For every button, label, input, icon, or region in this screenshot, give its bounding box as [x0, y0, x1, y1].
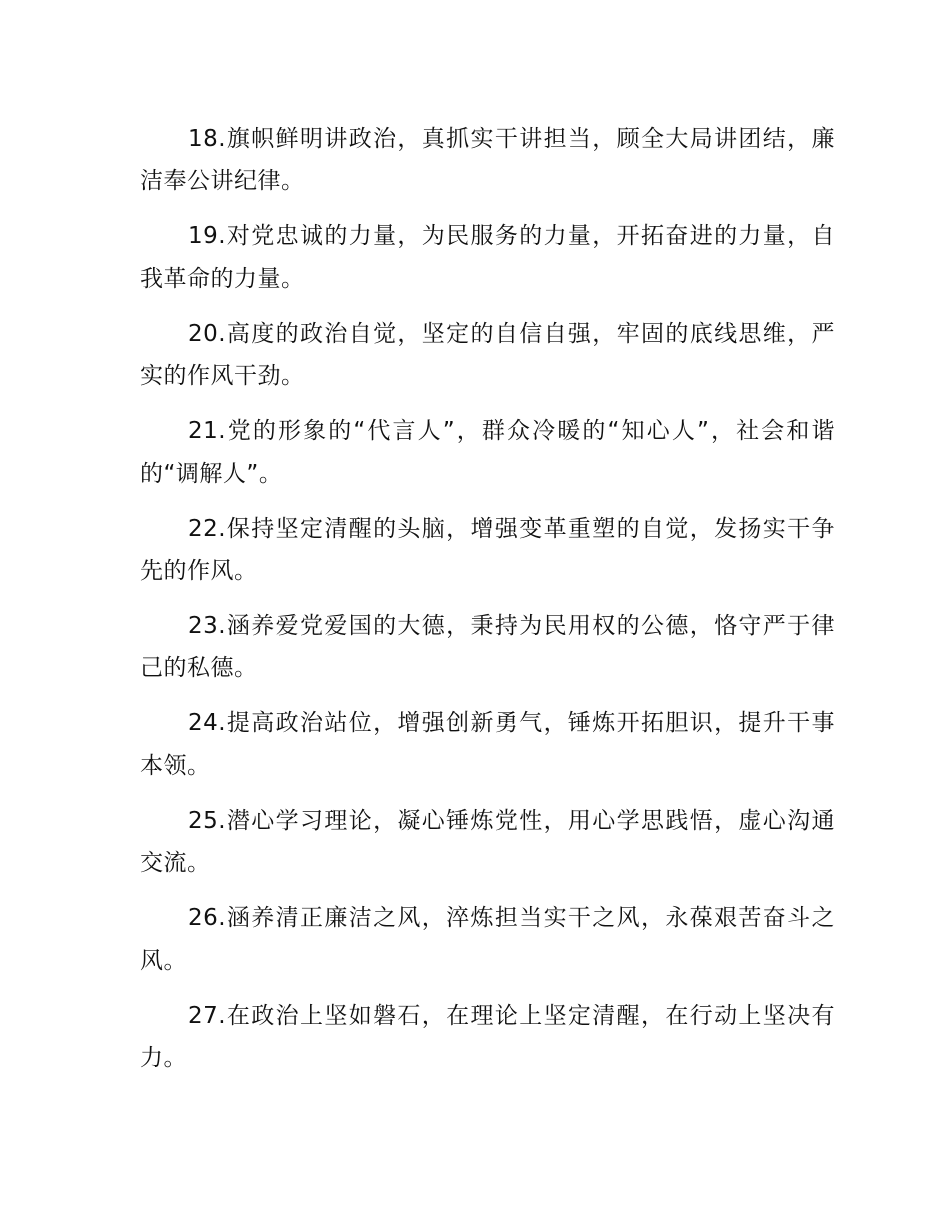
list-item: 26.涵养清正廉洁之风，淬炼担当实干之风，永葆艰苦奋斗之风。 [140, 905, 835, 974]
list-item: 24.提高政治站位，增强创新勇气，锤炼开拓胆识，提升干事本领。 [140, 710, 835, 779]
list-item: 19.对党忠诚的力量，为民服务的力量，开拓奋进的力量，自我革命的力量。 [140, 223, 835, 292]
list-item: 18.旗帜鲜明讲政治，真抓实干讲担当，顾全大局讲团结，廉洁奉公讲纪律。 [140, 126, 835, 195]
document-body [140, 118, 835, 1092]
list-item: 21.党的形象的“代言人”，群众冷暖的“知心人”，社会和谐的“调解人”。 [140, 418, 835, 487]
list-item: 27.在政治上坚如磐石，在理论上坚定清醒，在行动上坚决有力。 [140, 1002, 835, 1072]
list-item: 25.潜心学习理论，凝心锤炼党性，用心学思践悟，虚心沟通交流。 [140, 807, 835, 877]
list-item: 22.保持坚定清醒的头脑，增强变革重塑的自觉，发扬实干争先的作风。 [140, 515, 835, 585]
list-item: 20.高度的政治自觉，坚定的自信自强，牢固的底线思维，严实的作风干劲。 [140, 320, 835, 390]
list-item: 23.涵养爱党爱国的大德，秉持为民用权的公德，恪守严于律己的私德。 [140, 613, 835, 682]
